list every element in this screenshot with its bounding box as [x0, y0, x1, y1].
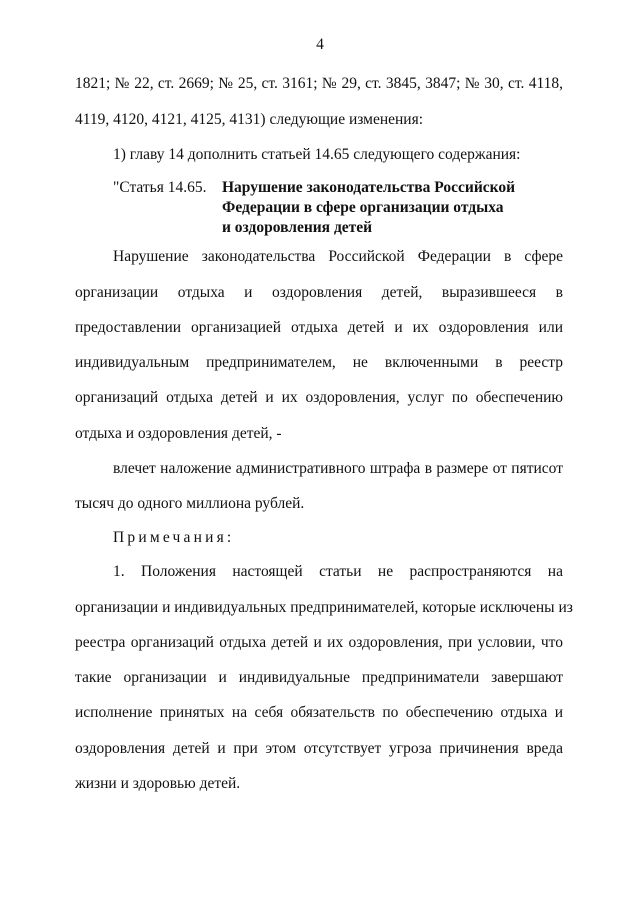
- paragraph-line: индивидуальным предпринимателем, не включенными в реестр: [75, 354, 563, 371]
- paragraph-line: тысяч до одного миллиона рублей.: [75, 495, 305, 512]
- paragraph-line: Нарушение законодательства Российской Федерации в сфере: [113, 248, 563, 265]
- note-line: такие организации и индивидуальные предприниматели завершают: [75, 669, 563, 686]
- article-title-line: Федерации в сфере организации отдыха: [222, 199, 504, 216]
- page-number: 4: [316, 36, 324, 53]
- intro-line-1: 1821; № 22, ст. 2669; № 25, ст. 3161; № 29, ст. 3845, 3847; № 30, ст. 4118,: [75, 75, 563, 92]
- paragraph-line: организаций отдыха детей и их оздоровления, услуг по обеспечению: [75, 389, 563, 406]
- notes-heading: Примечания:: [113, 529, 235, 546]
- paragraph-line: влечет наложение административного штрафа в размере от пятисот: [113, 460, 563, 477]
- intro-line-2: 4119, 4120, 4121, 4125, 4131) следующие изменения:: [75, 111, 424, 128]
- article-title-line: и оздоровления детей: [222, 219, 373, 236]
- note-line: организации и индивидуальных предпринимателей, которые исключены из: [75, 599, 573, 616]
- note-line: оздоровления детей и при этом отсутствует угроза причинения вреда: [75, 740, 563, 757]
- paragraph-line: предоставлении организацией отдыха детей и их оздоровления или: [75, 319, 563, 336]
- note-line: исполнение принятых на себя обязательств по обеспечению отдыха и: [75, 704, 563, 721]
- article-title: [222, 178, 515, 238]
- note-line: 1. Положения настоящей статьи не распространяются на: [113, 563, 563, 580]
- paragraph-line: отдыха и оздоровления детей, -: [75, 425, 282, 442]
- article-label: "Статья 14.65.: [113, 179, 207, 196]
- article-title-line: Нарушение законодательства Российской: [222, 179, 516, 196]
- amendment-item-1: 1) главу 14 дополнить статьей 14.65 следующего содержания:: [113, 146, 521, 163]
- paragraph-line: организации отдыха и оздоровления детей, выразившееся в: [75, 284, 563, 301]
- note-line: жизни и здоровью детей.: [75, 775, 241, 792]
- note-line: реестра организаций отдыха детей и их оздоровления, при условии, что: [75, 634, 563, 651]
